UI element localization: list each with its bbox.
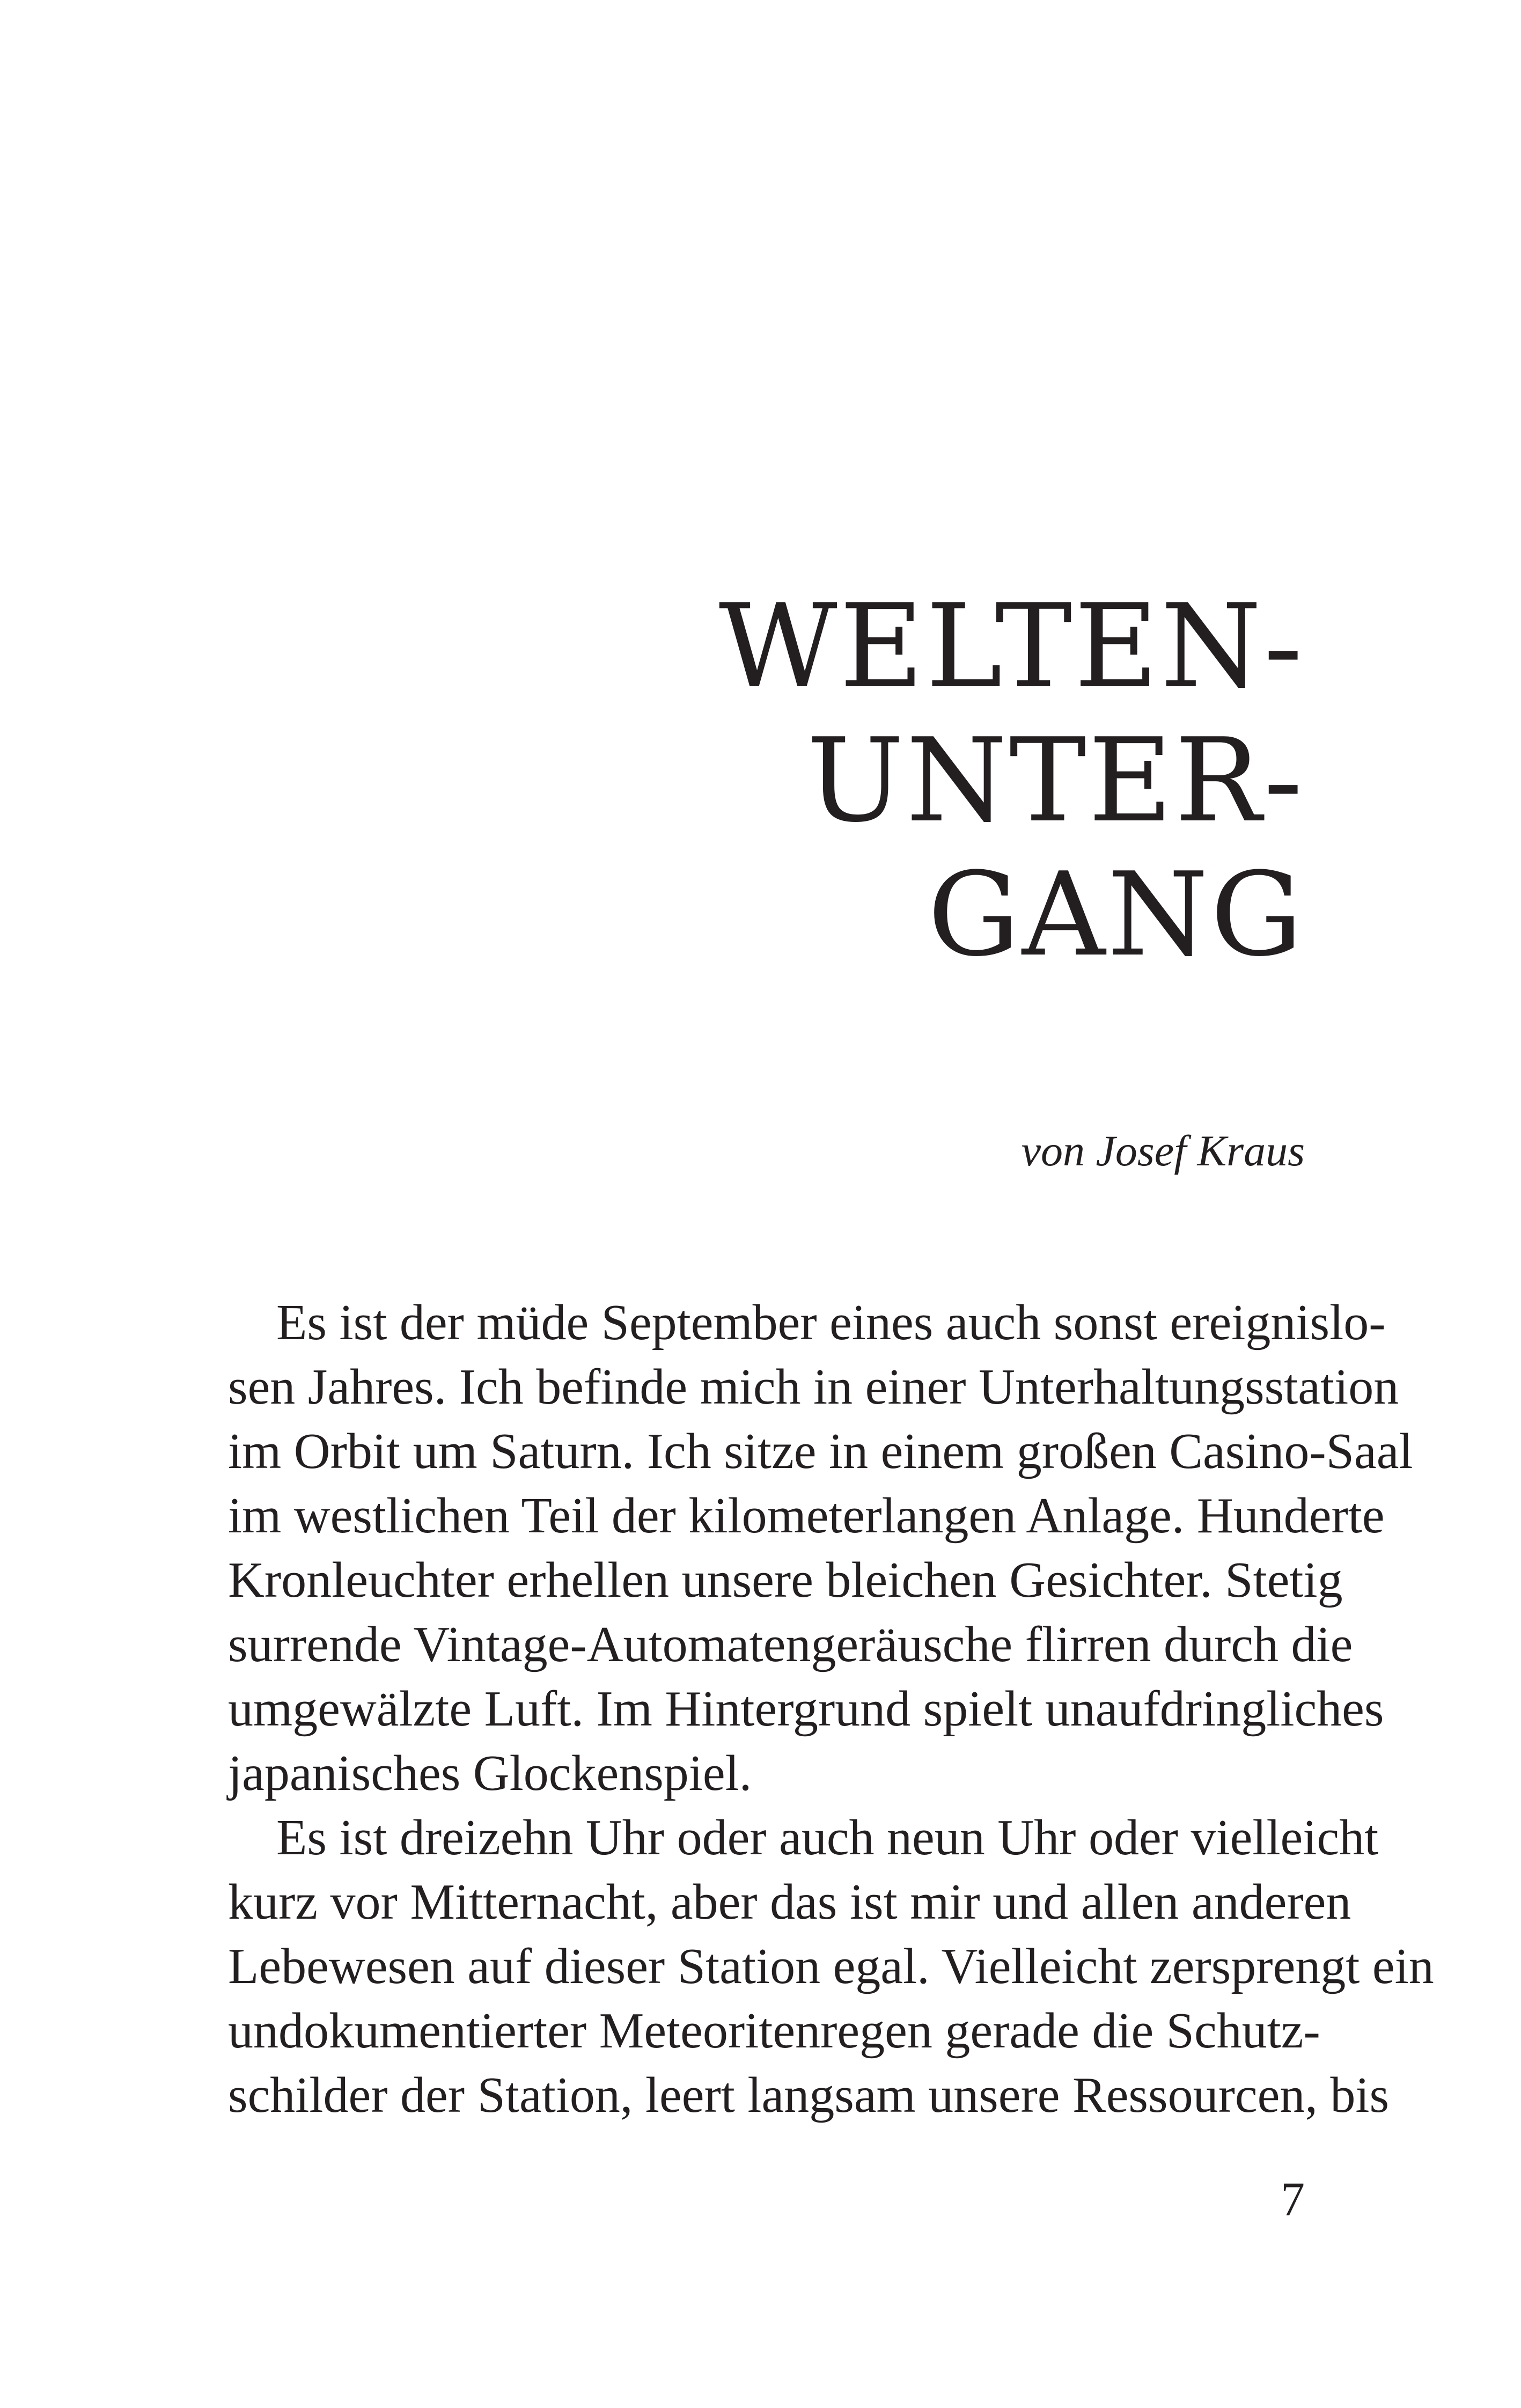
text-line: surrende Vintage-Automatengeräusche flirren durch die xyxy=(228,1617,1353,1672)
chapter-title-line-2: UNTER- xyxy=(806,713,1305,848)
chapter-title-line-3: GANG xyxy=(928,847,1305,982)
body-text xyxy=(228,1290,1434,2127)
text-line: Es ist der müde September eines auch sonst ereignislo- xyxy=(276,1295,1386,1350)
page-number: 7 xyxy=(1281,2173,1305,2226)
text-line: undokumentierter Meteoritenregen gerade die Schutz- xyxy=(228,2003,1320,2059)
text-line: Lebewesen auf dieser Station egal. Vielleicht zersprengt ein xyxy=(228,1939,1434,1994)
text-line: sen Jahres. Ich befinde mich in einer Unterhaltungsstation xyxy=(228,1359,1399,1415)
paragraph-1 xyxy=(228,1290,1413,1805)
chapter-title xyxy=(607,579,1305,982)
text-line: Es ist dreizehn Uhr oder auch neun Uhr oder vielleicht xyxy=(276,1810,1379,1866)
paragraph-2 xyxy=(228,1805,1434,2127)
text-line: umgewälzte Luft. Im Hintergrund spielt unaufdringliches xyxy=(228,1681,1384,1737)
author-byline: von Josef Kraus xyxy=(1021,1126,1305,1175)
text-line: Kronleuchter erhellen unsere bleichen Gesichter. Stetig xyxy=(228,1552,1343,1608)
chapter-title-line-1: WELTEN- xyxy=(718,579,1305,714)
text-line: im Orbit um Saturn. Ich sitze in einem großen Casino-Saal xyxy=(228,1423,1413,1479)
text-line: im westlichen Teil der kilometerlangen Anlage. Hunderte xyxy=(228,1488,1385,1544)
text-line: kurz vor Mitternacht, aber das ist mir und allen anderen xyxy=(228,1874,1351,1930)
text-line: schilder der Station, leert langsam unsere Ressourcen, bis xyxy=(228,2067,1390,2123)
text-line: japanisches Glockenspiel. xyxy=(228,1745,752,1801)
